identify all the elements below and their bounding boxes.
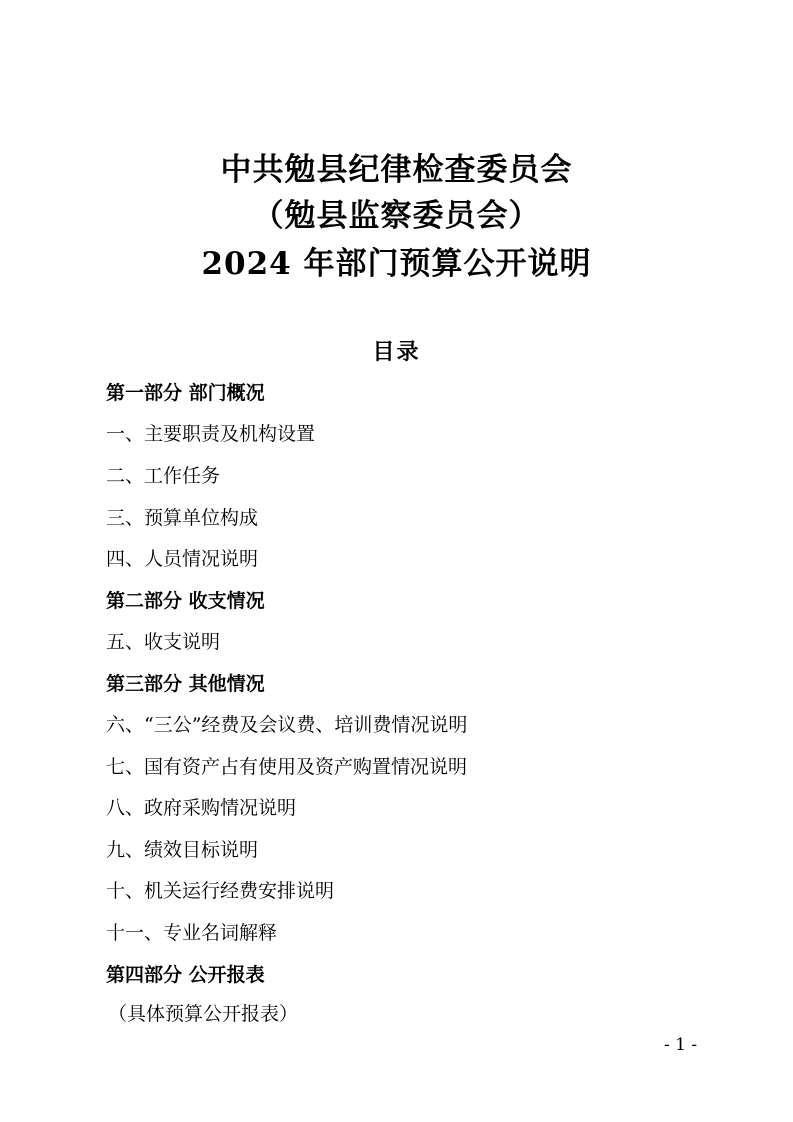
toc-note: （具体预算公开报表） (108, 1003, 299, 1025)
toc-part-1: 第一部分 部门概况 (106, 382, 265, 404)
toc-item-3: 三、预算单位构成 (106, 507, 259, 529)
toc-item-1: 一、主要职责及机构设置 (106, 423, 316, 445)
title-line-1: 中共勉县纪律检查委员会 (220, 152, 573, 188)
toc-item-5: 五、收支说明 (106, 631, 221, 653)
toc-part-4: 第四部分 公开报表 (106, 964, 265, 986)
toc-item-9: 九、绩效目标说明 (106, 839, 259, 861)
toc-item-2: 二、工作任务 (106, 465, 221, 487)
title-line-3: 2024 年部门预算公开说明 (201, 246, 592, 282)
toc-heading: 目录 (372, 339, 421, 365)
toc-item-6: 六、“三公”经费及会议费、培训费情况说明 (106, 714, 468, 736)
toc-item-11: 十一、专业名词解释 (106, 922, 278, 944)
title-line-2: （勉县监察委员会） (252, 198, 541, 234)
toc-item-4: 四、人员情况说明 (106, 548, 259, 570)
toc-part-2: 第二部分 收支情况 (106, 590, 265, 612)
page-number: - 1 - (664, 1035, 698, 1055)
toc-part-3: 第三部分 其他情况 (106, 673, 265, 695)
toc-item-10: 十、机关运行经费安排说明 (106, 880, 335, 902)
toc-item-7: 七、国有资产占有使用及资产购置情况说明 (106, 756, 468, 778)
toc-item-8: 八、政府采购情况说明 (106, 797, 297, 819)
